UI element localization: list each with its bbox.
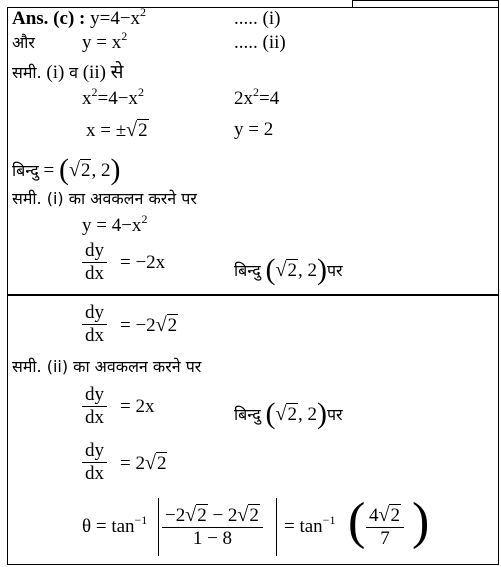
abs-bar-right	[276, 498, 277, 556]
solve-from-line: समी. (i) व (ii) से	[12, 62, 124, 83]
aur-label: और	[12, 33, 35, 52]
tan-inverse-2: = $\tan^{-1}$	[284, 512, 336, 537]
point-line: बिन्दु = (√2, 2)	[12, 153, 121, 186]
equation-1: $y=4-x^2$	[90, 4, 147, 29]
step-2-left: x = ±√2	[86, 119, 148, 141]
big-paren-right: )	[412, 493, 430, 550]
slope-2-fraction: $\frac{dy}{dx}$	[82, 440, 107, 485]
step-2-right: y = 2	[234, 119, 274, 140]
differentiate-eq-1-expr: $y = 4-x^2$	[82, 211, 148, 236]
equation-1-line	[12, 4, 147, 30]
solution-box-bottom	[7, 295, 499, 565]
slope-1-value: = −2√2	[120, 314, 178, 336]
solution-box-top	[7, 4, 499, 295]
derivative-1-fraction: $\frac{dy}{dx}$	[82, 240, 107, 285]
theta-lhs: $\theta = \tan^{-1}$	[82, 512, 148, 537]
equation-2-tag: ..... (ii)	[234, 32, 286, 53]
differentiate-eq-2-label: समी. (ii) का अवकलन करने पर	[12, 357, 202, 376]
equation-2: $y = x^2$	[82, 28, 128, 53]
equation-1-tag: ..... (i)	[234, 8, 281, 29]
differentiate-eq-1-label: समी. (i) का अवकलन करने पर	[12, 189, 197, 208]
theta-fraction-1: $\frac{-2√2 - 2√2}{1 - 8}$	[162, 504, 263, 550]
derivative-2-fraction: $\frac{dy}{dx}$	[82, 384, 107, 429]
derivative-2-rhs: = 2x	[120, 396, 155, 417]
abs-bar-left	[158, 498, 159, 556]
at-point-2: बिन्दु (√2, 2)पर	[234, 397, 343, 430]
big-paren-left: (	[348, 493, 366, 550]
answer-label: Ans. (c) :	[12, 8, 86, 29]
derivative-1-rhs: = −2x	[120, 252, 166, 273]
at-point-1: बिन्दु (√2, 2)पर	[234, 253, 343, 286]
step-1-left: $x^2=4-x^2$	[82, 84, 144, 109]
slope-1-fraction: $\frac{dy}{dx}$	[82, 302, 107, 347]
theta-fraction-2: $\frac{4√2}{7}$	[366, 504, 404, 550]
slope-2-value: = 2√2	[120, 452, 167, 474]
step-1-right: $2x^2=4$	[234, 84, 280, 109]
previous-box-edge	[352, 0, 499, 7]
